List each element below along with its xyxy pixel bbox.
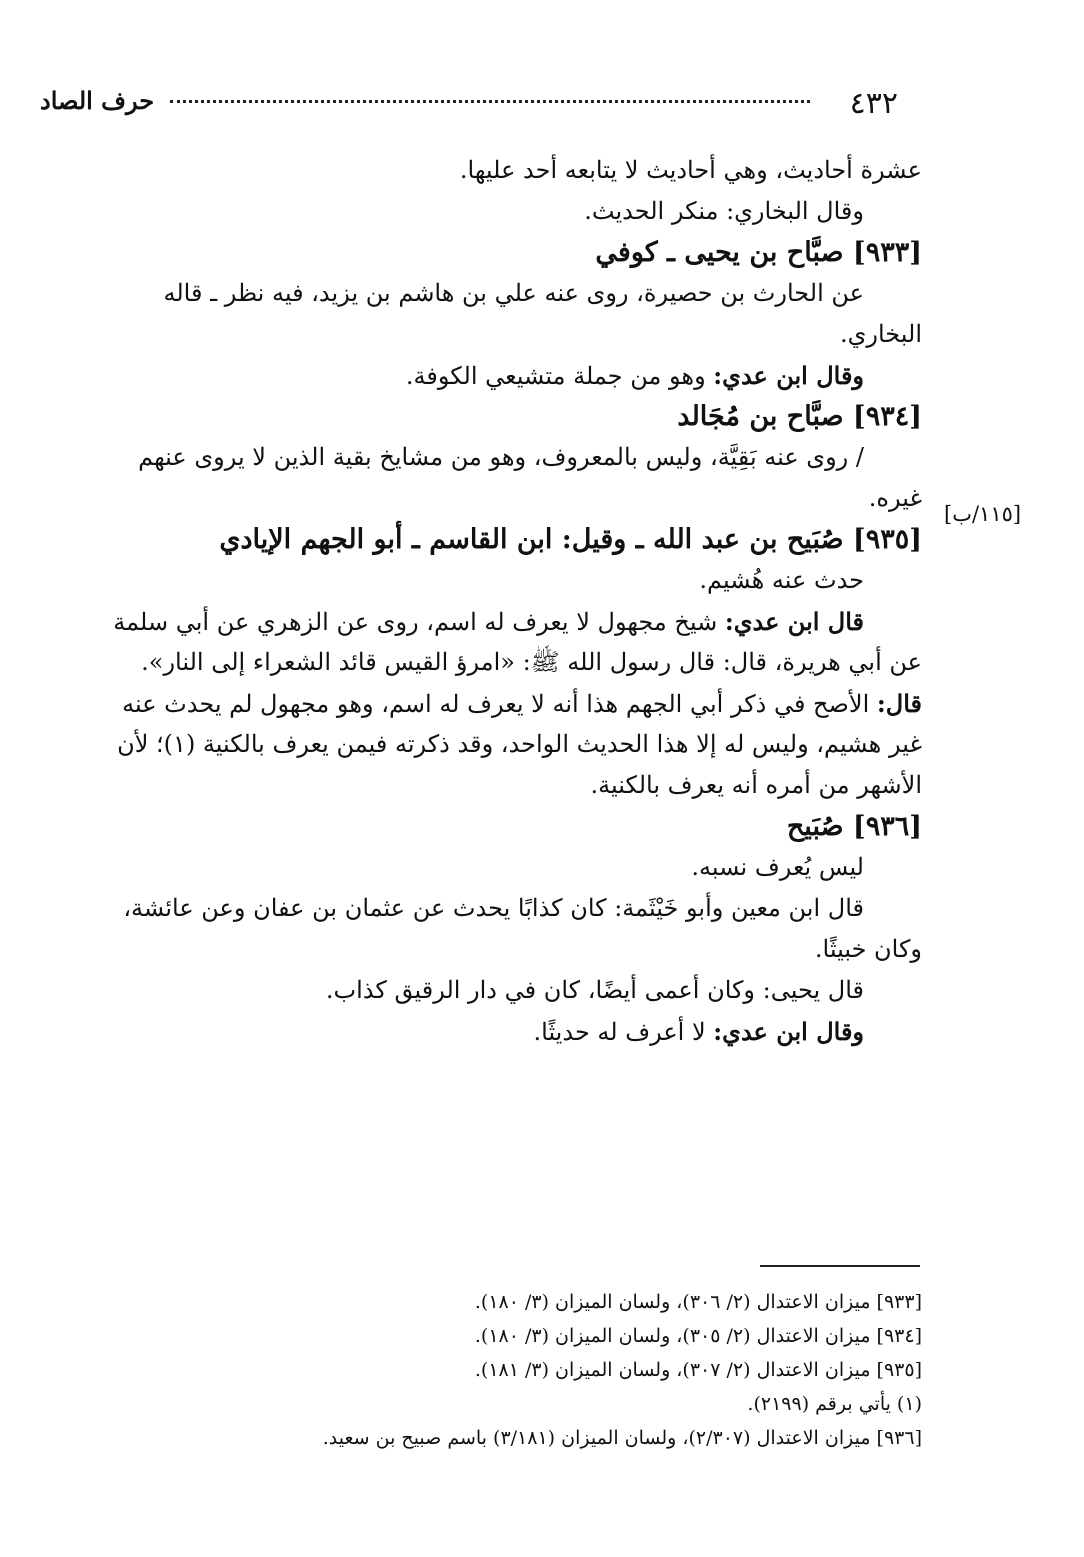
header-dotted-rule [170,100,810,103]
page-number: ٤٣٢ [849,86,898,121]
footnote-separator [760,1265,920,1267]
entry-heading-934: [٩٣٤] صبَّاح بن مُجَالد [677,401,922,432]
text-fragment: وهو من جملة متشيعي الكوفة. [405,362,714,390]
text-line: / روى عنه بَقِيَّة، وليس بالمعروف، وهو من مشايخ بقية الذين لا يروى عنهم [138,443,864,471]
text-line: غير هشيم، وليس له إلا هذا الحديث الواحد، وقد ذكرته فيمن يعرف بالكنية (١)؛ لأن [117,730,922,758]
text-line: الأشهر من أمره أنه يعرف بالكنية. [590,771,922,799]
speaker-label: قال: [876,689,922,718]
text-line: البخاري. [839,320,922,348]
text-line: عشرة أحاديث، وهي أحاديث لا يتابعه أحد عليها. [459,156,922,184]
text-line: وقال البخاري: منكر الحديث. [584,197,864,225]
speaker-label: قال ابن عدي: [724,607,864,636]
text-line [40,355,922,396]
text-fragment: شيخ مجهول لا يعرف له اسم، روى عن الزهري عن أبي سلمة [113,608,725,636]
speaker-label: وقال ابن عدي: [713,361,864,390]
text-line: عن أبي هريرة، قال: قال رسول الله ﷺ: «امرؤ القيس قائد الشعراء إلى النار». [141,648,922,676]
footnote: [٩٣٦] ميزان الاعتدال (٢/٣٠٧)، ولسان الميزان (٣/١٨١) باسم صبيح بن سعيد. [322,1427,922,1449]
speaker-label: وقال ابن عدي: [713,1017,864,1046]
entry-heading-933: [٩٣٣] صبَّاح بن يحيى ـ كوفي [595,237,922,268]
text-fragment: لا أعرف له حديثًا. [533,1018,714,1046]
text-line: قال يحيى: وكان أعمى أيضًا، كان في دار الرقيق كذاب. [325,976,864,1004]
running-title: حرف الصاد [40,86,155,115]
text-line [40,1011,922,1052]
text-line [40,601,922,642]
text-line: حدث عنه هُشيم. [699,566,864,594]
footnote: [٩٣٥] ميزان الاعتدال (٢/ ٣٠٧)، ولسان الميزان (٣/ ١٨١). [474,1359,922,1381]
footnote: [٩٣٤] ميزان الاعتدال (٢/ ٣٠٥)، ولسان الميزان (٣/ ١٨٠). [474,1325,922,1347]
text-fragment: الأصح في ذكر أبي الجهم هذا أنه لا يعرف له اسم، وهو مجهول لم يحدث عنه [122,690,877,718]
text-line: ليس يُعرف نسبه. [691,853,864,881]
entry-heading-936: [٩٣٦] صُبَيح [786,811,922,842]
manuscript-folio-note: [١١٥/ب] [944,502,1022,526]
footnote: (١) يأتي برقم (٢١٩٩). [747,1393,922,1415]
text-line [40,683,922,724]
text-line: غيره. [868,484,922,512]
text-line: وكان خبيثًا. [814,935,922,963]
footnotes [40,1285,922,1455]
page-header [40,80,920,120]
entry-heading-935: [٩٣٥] صُبَيح بن عبد الله ـ وقيل: ابن القاسم ـ أبو الجهم الإيادي [219,524,922,555]
text-line: قال ابن معين وأبو خَيْثَمة: كان كذابًا يحدث عن عثمان بن عفان وعن عائشة، [123,894,864,922]
footnote: [٩٣٣] ميزان الاعتدال (٢/ ٣٠٦)، ولسان الميزان (٣/ ١٨٠). [474,1291,922,1313]
main-text [40,150,922,1052]
text-line: عن الحارث بن حصيرة، روى عنه علي بن هاشم بن يزيد، فيه نظر ـ قاله [163,279,864,307]
